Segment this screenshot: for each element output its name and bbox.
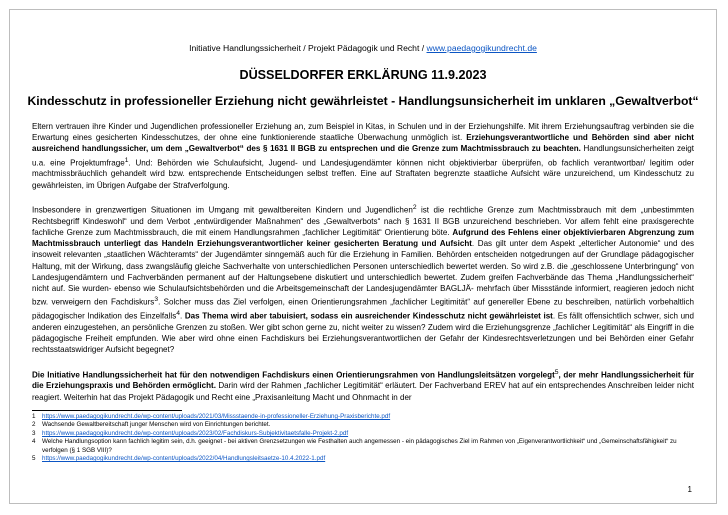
footnote-4: 4 Welche Handlungsoption kann fachlich legitim sein, d.h. geeignet - bei aktiven Grenzsetzungen wie Festhalten auch angemessen - ein pädagogisches Ziel im Rahmen von „Eigenverantwortlichkeit“ und „Gemeinschaftsfähigkeit“ zu verfolgen (§ 1 SGB VIII)? (32, 438, 677, 454)
footnote-ref-5: 5 (554, 368, 559, 376)
footnotes (32, 413, 694, 463)
footnote-ref-4: 4 (176, 310, 180, 318)
paragraph-2: Insbesondere in grenzwertigen Situationen im Umgang mit gewaltbereiten Kindern und Jugendlichen$^2$ ist die rechtliche Grenze zum Machtmissbrauch mit dem „unbestimmten Rechtsbegriff Kindeswohl“ und dem Verbot „entwürdigender Maßnahmen“ des „Gewaltverbots“ nach § 1631 II BGB unzureichend beschrieben. Vor allem fehlt eine praxisgerechte fachliche Grenze zum Machtmissbrauch, die mit einem Handlungsrahmen „fachlicher Legitimität“ Orientierung böte. Aufgrund des Fehlens einer objektivierbaren Abgrenzung zum Machtmissbrauch unterliegt das Handeln Erziehungsverantwortlicher keiner gesicherten Beratung und Aufsicht. Das gilt unter dem Aspekt „elterlicher Autonomie“ und des insoweit relevanten „staatlichen Wächteramts“ der Jugendämter sinngemäß auch für die Erziehung in Familien. Behörden entscheiden notgedrungen auf der Grundlage pädagogischer Haltung, mit der Wirkung, dass zwangsläufig gleiche Sachverhalte von unterschiedlichen Personen unterschiedlich bewertet werden. So wird z.B. die „geschlossene Unterbringung“ von Landesjugendämtern und Fachverbänden permanent auf der Haltungsebene diskutiert und unterschiedlich bewertet. Zudem greifen Fachverbände das Thema „Handlungssicherheit“ nicht auf. Sie wurden- ebenso wie Schulaufsichtsbehörden und die Arbeitsgemeinschaft der Landesjugendämter BAGLJÄ- mehrfach über Missstände informiert, reagieren jedoch nicht bzw. verweigern den Fachdiskurs$^3$. Solcher muss das Ziel verfolgen, einen Orientierungsrahmen „fachlicher Legitimität“ auf genereller Ebene zu beschreiben, natürlich vorbehaltlich pädagogischer Indikation des Einzelfalls$^4$. Das Thema wird aber tabuisiert, sodass ein ausreichender Kindesschutz nicht gewährleistet ist. Es fällt offensichtlich schwer, sich und anderen einzugestehen, an persönliche Grenzen zu stoßen. Wer gibt schon gerne zu, nicht weiter zu wissen? Zudem wird die Erziehungsgrenze „fachlicher Legitimität“ als Eingriff in die pädagogische Freiheit empfunden. Wie aber wird ohne einen Fachdiskurs bei Erziehungsverantwortlichen der Gefahr der Kindesrechtsverletzungen und bei Behörden einer Gefahr rechtsstaatswidriger Aufsicht begegnet? (32, 203, 694, 355)
footnote-5: 5 https://www.paedagogikundrecht.de/wp-content/uploads/2022/04/Handlungsleitsaetze-10.4.2022-1.pdf (32, 455, 694, 463)
footnote-2: 2 Wachsende Gewaltbereitschaft junger Menschen wird von Einrichtungen berichtet. (32, 421, 271, 429)
document-page (9, 9, 717, 504)
footnote-3-link[interactable]: https://www.paedagogikundrecht.de/wp-content/uploads/2023/02/Fachdiskurs-Subjektivitaetsfalle-Projekt-2.pdf (42, 429, 349, 437)
document-header (10, 43, 716, 54)
footnote-divider (32, 410, 182, 411)
document-subtitle: Kindesschutz in professioneller Erziehung nicht gewährleistet - Handlungsunsicherheit im unklaren „Gewaltverbot“ (27, 94, 699, 108)
document-title: DÜSSELDORFER ERKLÄRUNG 11.9.2023 (239, 68, 487, 82)
header-text: Initiative Handlungssicherheit / Projekt Pädagogik und Recht / (189, 43, 427, 53)
footnote-1-link[interactable]: https://www.paedagogikundrecht.de/wp-content/uploads/2021/03/Missstaende-in-professioneller-Erziehung-Praxisberichte.pdf (42, 413, 391, 420)
footnote-ref-1: 1 (124, 156, 129, 164)
footnote-5-link[interactable]: https://www.paedagogikundrecht.de/wp-content/uploads/2022/04/Handlungsleitsaetze-10.4.2022-1.pdf (42, 455, 326, 463)
document-body (32, 121, 694, 414)
footnote-3: 3 https://www.paedagogikundrecht.de/wp-content/uploads/2023/02/Fachdiskurs-Subjektivitaetsfalle-Projekt-2.pdf (32, 430, 694, 438)
header-website-link[interactable]: www.paedagogikundrecht.de (426, 43, 537, 53)
footnote-ref-2: 2 (412, 203, 417, 211)
paragraph-1: Eltern vertrauen ihre Kinder und Jugendlichen professioneller Erziehung an, zum Beispiel in Kitas, in Schulen und in der Erziehungshilfe. Mit ihrem Erziehungsauftrag verbinden sie die Erwartung eines gesicherten Kindesschutzes, der ohne eine funktionierende staatliche Überwachung unmöglich ist. Erziehungsverantwortliche und Behörden sind aber nicht ausreichend handlungssicher, um dem „Gewaltverbot“ des § 1631 II BGB zu entsprechen und die Grenze zum Machtmissbrauch zu beachten. Handlungsunsicherheiten zeigt u.a. eine Projektumfrage$^1$. Und: Behörden wie Schulaufsicht, Jugend- und Landesjugendämter können nicht objektivierbar überprüfen, ob fachlich verantwortbar/ legitim oder machtmissbräuchlich gehandelt wird bzw. entsprechende Entscheidungen selbst treffen. Eine auf Straftaten begrenzte staatliche Aufsicht wäre unzureichend, um Kindesschutz zu gewährleisten, im Übrigen Aufgabe der Strafverfolgung. (32, 122, 695, 190)
page-number: 1 (687, 485, 692, 494)
footnote-ref-3: 3 (154, 296, 159, 304)
paragraph-3: Die Initiative Handlungssicherheit hat für den notwendigen Fachdiskurs einen Orientierungsrahmen von Handlungsleitsätzen vorgelegt$^5$, der mehr Handlungssicherheit für die Erziehungspraxis und Behörden ermöglicht. Darin wird der Rahmen „fachlicher Legitimität“ erläutert. Der Fachverband EREV hat auf ein entsprechendes Anschreiben leider nicht reagiert. Weiterhin hat das Projekt Pädagogik und Recht eine „Praxisanleitung Macht und Ohnmacht in der (32, 368, 694, 402)
footnote-1: 1 https://www.paedagogikundrecht.de/wp-content/uploads/2021/03/Missstaende-in-professioneller-Erziehung-Praxisberichte.pdf (32, 413, 694, 421)
